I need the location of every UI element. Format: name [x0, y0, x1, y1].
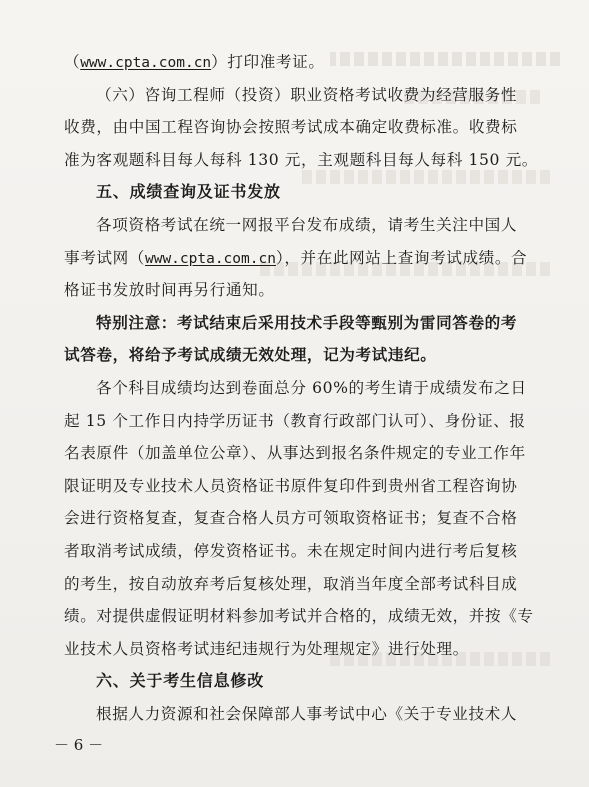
paragraph-line: 各项资格考试在统一网报平台发布成绩，请考生关注中国人	[96, 216, 518, 234]
text-segment: ），并在此网站上查询考试成绩。合	[275, 248, 528, 267]
paragraph-line: 者取消考试成绩，停发资格证书。未在规定时间内进行考后复核	[64, 542, 518, 560]
page-number: － 6 －	[54, 736, 104, 754]
paragraph-line	[64, 248, 528, 269]
paragraph-line: 收费，由中国工程咨询协会按照考试成本确定收费标准。收费标	[64, 118, 518, 137]
section-heading-5: 五、成绩查询及证书发放	[96, 182, 281, 202]
show-through-mark	[300, 170, 550, 184]
paragraph-line	[64, 52, 524, 73]
paragraph-line: 会进行资格复查，复查合格人员方可领取资格证书；复查不合格	[64, 509, 518, 528]
paragraph-line: 业技术人员资格考试违纪违规行为处理规定》进行处理。	[64, 639, 469, 658]
text-segment: 事考试网（	[64, 248, 145, 267]
cpta-link[interactable]: www.cpta.com.cn	[144, 250, 276, 267]
paragraph-line: 绩。对提供虚假证明材料参加考试并合格的，成绩无效，并按《专	[64, 607, 534, 626]
paragraph-line: 起 15 个工作日内持学历证书（教育行政部门认可）、身份证、报	[64, 411, 526, 430]
paragraph-line: 限证明及专业技术人员资格证书原件复印件到贵州省工程咨询协	[64, 476, 518, 495]
paragraph-line: 准为客观题科目每人每科 130 元，主观题科目每人每科 150 元。	[64, 150, 539, 169]
paragraph-line: 的考生，按自动放弃考后复核处理，取消当年度全部考试科目成	[64, 574, 518, 593]
section-heading-6: 六、关于考生信息修改	[96, 671, 265, 691]
paragraph-line: （六）咨询工程师（投资）职业资格考试收费为经营服务性	[96, 85, 518, 104]
text-segment: （	[64, 53, 81, 71]
text-segment: ）打印准考证。	[211, 53, 325, 71]
paragraph-line: 名表原件（加盖单位公章）、从事达到报名条件规定的专业工作年	[64, 444, 526, 463]
cpta-link[interactable]: www.cpta.com.cn	[80, 55, 212, 71]
paragraph-line: 格证书发放时间再另行通知。	[64, 281, 275, 300]
special-notice-line: 试答卷，将给予考试成绩无效处理，记为考试违纪。	[64, 346, 437, 365]
paragraph-line: 各个科目成绩均达到卷面总分 60%的考生请于成绩发布之日	[96, 379, 527, 397]
special-notice-line: 特别注意：考试结束后采用技术手段等甄别为雷同答卷的考	[96, 313, 518, 332]
paragraph-line: 根据人力资源和社会保障部人事考试中心《关于专业技术人	[96, 705, 518, 723]
